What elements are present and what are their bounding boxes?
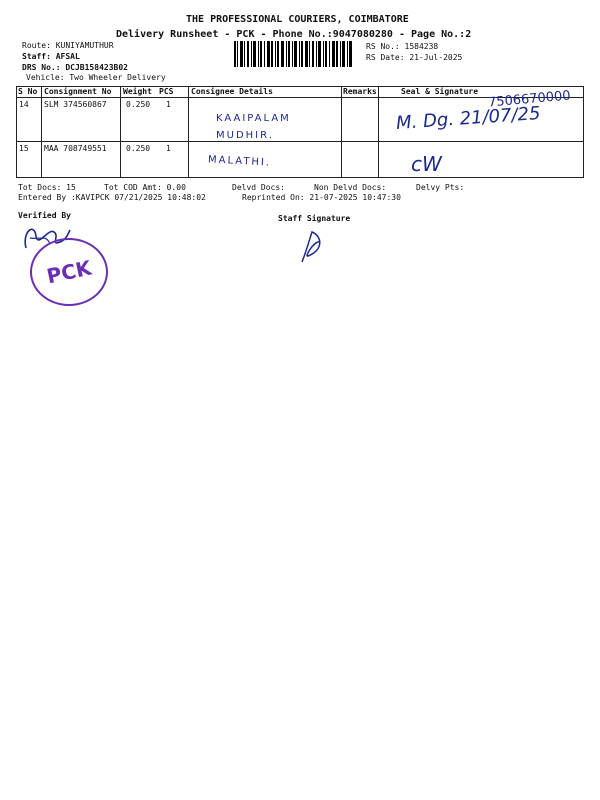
row14-consignee-handwritten: KAAIPALAM MUDHIR.: [216, 113, 291, 141]
header-seal-signature: Seal & Signature: [401, 87, 479, 96]
header-remarks: Remarks: [343, 87, 377, 96]
staff-label: Staff: AFSAL: [22, 52, 80, 61]
staff-signature-label: Staff Signature: [278, 214, 351, 223]
header-sno: S No: [18, 87, 38, 96]
table-col-line: [378, 86, 379, 178]
company-title: THE PROFESSIONAL COURIERS, COIMBATORE: [186, 14, 409, 25]
table-col-line: [16, 86, 17, 178]
table-col-line: [120, 86, 121, 178]
table-col-line: [41, 86, 42, 178]
header-consignment: Consignment No: [44, 87, 112, 96]
row14-pcs: 1: [166, 100, 171, 109]
header-pcs: PCS: [159, 87, 174, 96]
runsheet-table: [16, 86, 584, 178]
header-weight: Weight: [123, 87, 152, 96]
row15-weight: 0.250: [126, 144, 151, 153]
table-border-bottom: [16, 177, 584, 178]
row14-weight: 0.250: [126, 100, 151, 109]
row14-sno: 14: [19, 100, 29, 109]
delivery-points: Delvy Pts:: [416, 183, 465, 192]
table-col-line: [341, 86, 342, 178]
row14-consignment: SLM 374560867: [44, 100, 107, 109]
row15-pcs: 1: [166, 144, 171, 153]
verified-by-label: Verified By: [18, 211, 71, 220]
rs-number: RS No.: 1584238: [366, 42, 439, 51]
vehicle-label: Vehicle: Two Wheeler Delivery: [26, 73, 166, 82]
runsheet-title: Delivery Runsheet - PCK - Phone No.:9047080280 - Page No.:2: [116, 29, 472, 40]
header-consignee: Consignee Details: [191, 87, 273, 96]
total-docs: Tot Docs: 15: [18, 183, 76, 192]
row14-signature: M. Dg. 21/07/25: [395, 102, 542, 135]
total-cod-amount: Tot COD Amt: 0.00: [104, 183, 186, 192]
row15-consignment: MAA 708749551: [44, 144, 107, 153]
barcode: [234, 41, 352, 67]
rs-date: RS Date: 21-Jul-2025: [366, 53, 463, 62]
reprinted-on: Reprinted On: 21-07-2025 10:47:30: [242, 193, 401, 202]
pck-stamp: PCK: [30, 238, 108, 306]
delivered-docs: Delvd Docs:: [232, 183, 285, 192]
route-label: Route: KUNIYAMUTHUR: [22, 41, 114, 50]
table-col-line: [188, 86, 189, 178]
non-delivered-docs: Non Delvd Docs:: [314, 183, 387, 192]
row15-consignee-handwritten: MALATHI.: [207, 154, 272, 169]
table-col-line: [583, 86, 584, 178]
staff-signature: [298, 228, 328, 266]
row15-sno: 15: [19, 144, 29, 153]
drs-number: DRS No.: DCJB158423B02: [22, 63, 128, 72]
row15-signature: cW: [411, 152, 442, 176]
entered-by: Entered By :KAVIPCK 07/21/2025 10:48:02: [18, 193, 206, 202]
row14-phone: 7506670000: [487, 88, 572, 111]
